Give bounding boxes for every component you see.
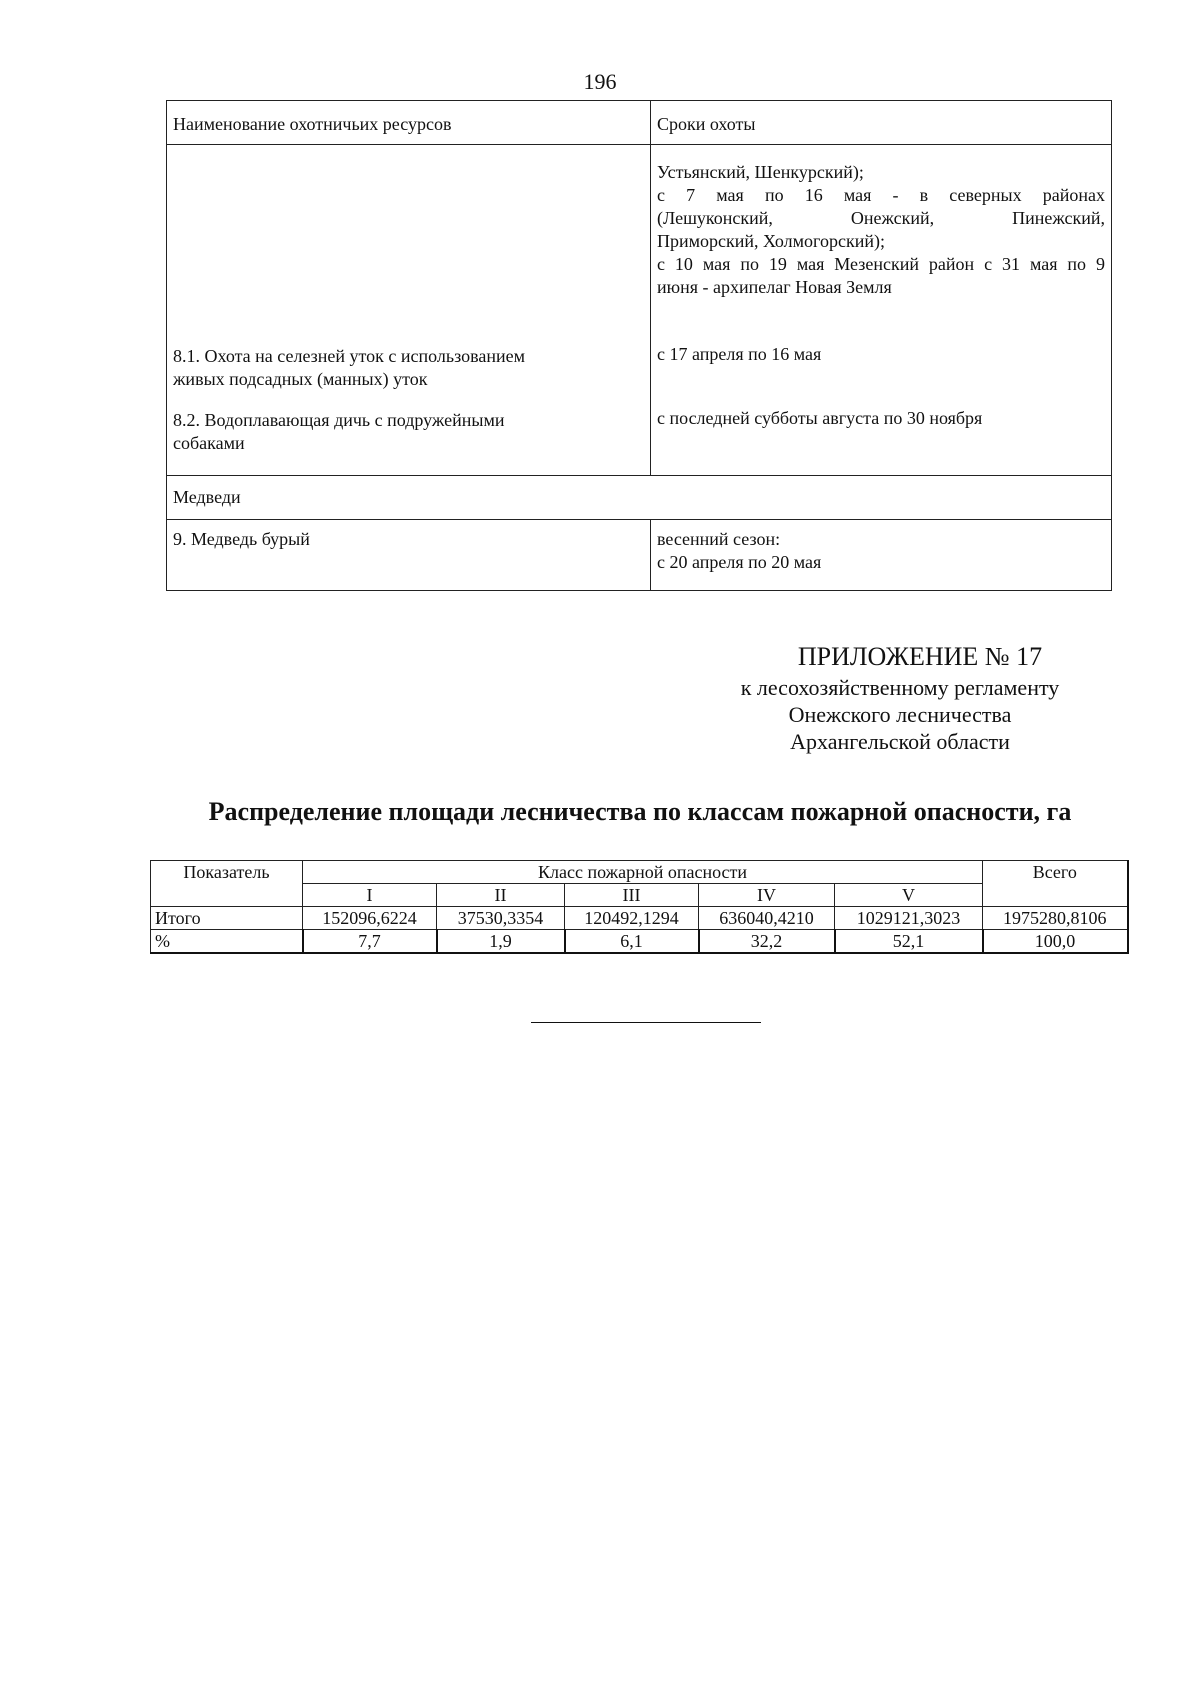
table-row [167,520,1112,591]
header-class-5: V [835,884,983,907]
bear-name-cell: 9. Медведь бурый [167,520,651,591]
bear-period-line-2: с 20 апреля по 20 мая [657,552,822,572]
fire-danger-table [150,860,1129,954]
table-cell: 7,7 [303,930,437,954]
row-8-1-name-line-2: живых подсадных (манных) уток [173,369,428,389]
row-percent-label: % [151,930,303,954]
resource-cell [167,145,651,476]
continuation-line-1: Устьянский, Шенкурский); [657,162,864,182]
row-8-2-period: с последней субботы августа по 30 ноября [657,408,983,428]
table-cell: 32,2 [699,930,835,954]
continuation-line-6: июня - архипелаг Новая Земля [657,277,892,297]
fire-section-title: Распределение площади лесничества по классам пожарной опасности, га [208,797,1072,826]
continuation-line-4: Приморский, Холмогорский); [657,231,885,251]
header-resource-name: Наименование охотничьих ресурсов [167,101,651,145]
header-hunting-period: Сроки охоты [651,101,1112,145]
header-class-2: II [437,884,565,907]
section-bears-label: Медведи [167,476,1112,520]
table-cell: 120492,1294 [565,907,699,930]
header-indicator: Показатель [151,861,303,907]
header-class-3: III [565,884,699,907]
section-row-bears [167,476,1112,520]
table-cell: 37530,3354 [437,907,565,930]
header-class-1: I [303,884,437,907]
table-cell: 1,9 [437,930,565,954]
table-cell: 1029121,3023 [835,907,983,930]
continuation-line-2: с 7 мая по 16 мая - в северных районах [657,185,1105,205]
table-row [151,907,1128,930]
header-class-4: IV [699,884,835,907]
table-row [151,930,1128,954]
continuation-line-5: с 10 мая по 19 мая Мезенский район с 31 мая по 9 [657,254,1105,274]
table-header-row [151,861,1128,884]
appendix-title: ПРИЛОЖЕНИЕ № 17 [797,642,1043,671]
table-cell: 152096,6224 [303,907,437,930]
bear-period-cell [651,520,1112,591]
table-cell-total: 1975280,8106 [983,907,1128,930]
row-total-label: Итого [151,907,303,930]
period-cell [651,145,1112,476]
bear-period-line-1: весенний сезон: [657,529,781,549]
table-cell: 52,1 [835,930,983,954]
appendix-line-3: Архангельской области [790,729,1010,754]
appendix-header [690,640,1110,755]
row-8-2-name-line-2: собаками [173,433,245,453]
appendix-line-1: к лесохозяйственному регламенту [740,675,1060,700]
table-cell: 636040,4210 [699,907,835,930]
continuation-line-3: (Лешуконский, Онежский, Пинежский, [657,208,1105,228]
appendix-line-2: Онежского лесничества [788,702,1012,727]
row-8-1-name-line-1: 8.1. Охота на селезней уток с использованием [173,346,526,366]
table-cell-total: 100,0 [983,930,1128,954]
table-cell: 6,1 [565,930,699,954]
table-header-row [167,101,1112,145]
row-8-2-name-line-1: 8.2. Водоплавающая дичь с подружейными [173,410,505,430]
page-number: 196 [583,69,617,94]
end-divider [531,1022,761,1023]
header-class-group: Класс пожарной опасности [303,861,983,884]
header-total: Всего [983,861,1128,907]
row-8-1-period: с 17 апреля по 16 мая [657,344,822,364]
table-row [167,145,1112,476]
hunting-periods-table [166,100,1112,591]
